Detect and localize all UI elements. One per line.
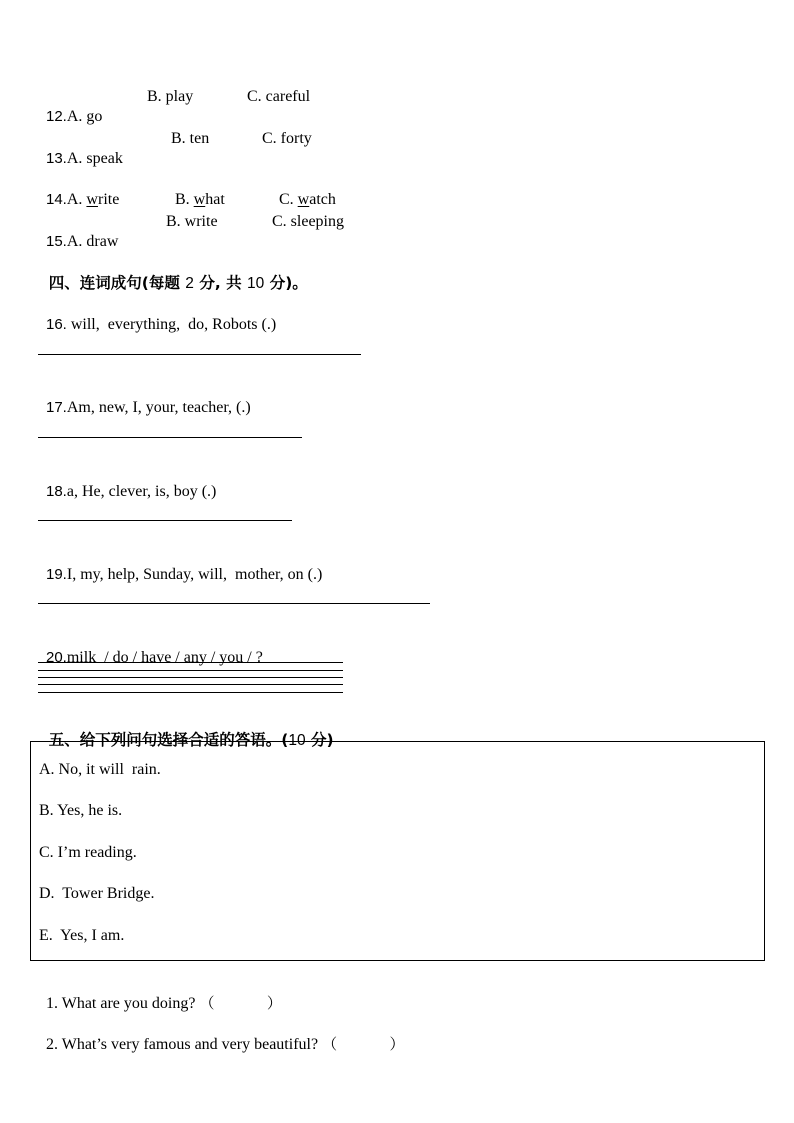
sentence-item-18: [38, 462, 216, 502]
scrambled-words: I, my, help, Sunday, will, mother, on (.): [66, 566, 323, 583]
writing-line[interactable]: [38, 677, 343, 678]
question-number: 19.: [46, 566, 67, 583]
question-number: 13.: [46, 150, 67, 167]
question-number: 15.: [46, 233, 67, 250]
vocab-row-12: [38, 87, 102, 127]
answer-blank[interactable]: （ ）: [322, 1035, 405, 1053]
writing-line[interactable]: [38, 684, 343, 685]
option-c-prefix: C.: [279, 191, 298, 208]
question-number: 17.: [46, 399, 67, 416]
answer-line[interactable]: [38, 520, 292, 521]
sentence-item-16: [38, 295, 276, 335]
vocab-row-14: [38, 170, 119, 210]
sentence-item-19: [38, 545, 322, 585]
question-number: 14.: [46, 191, 67, 208]
question-1: [38, 973, 282, 1014]
answer-option-d: D. Tower Bridge.: [39, 885, 155, 902]
option-a: A. draw: [66, 233, 119, 250]
vocab-row-15-option-b: B. write: [166, 213, 218, 230]
option-b-rest: hat: [205, 191, 225, 208]
question-text: 1. What are you doing?: [46, 995, 196, 1012]
scrambled-words: a, He, clever, is, boy (.): [66, 483, 217, 500]
option-a-rest: rite: [97, 191, 120, 208]
vocab-row-13-option-c: C. forty: [262, 130, 312, 147]
answer-option-c: C. I’m reading.: [39, 844, 137, 861]
answer-options-box: [30, 741, 765, 961]
scrambled-words: will, everything, do, Robots (.): [66, 316, 277, 333]
question-number: 12.: [46, 108, 67, 125]
scrambled-words: Am, new, I, your, teacher, (.): [66, 399, 251, 416]
writing-line[interactable]: [38, 692, 343, 693]
writing-line[interactable]: [38, 662, 343, 663]
vocab-row-13-option-b: B. ten: [171, 130, 210, 147]
vocab-row-12-option-b: B. play: [147, 88, 194, 105]
option-c-underlined-letter: w: [297, 191, 310, 208]
question-text: 2. What’s very famous and very beautiful?: [46, 1036, 319, 1053]
answer-option-e: E. Yes, I am.: [39, 927, 125, 944]
answer-option-a: A. No, it will rain.: [39, 761, 161, 778]
vocab-row-13: [38, 129, 123, 169]
writing-line[interactable]: [38, 670, 343, 671]
section-5-heading: 五、给下列问句选择合适的答语。(10 分): [48, 731, 334, 749]
answer-line[interactable]: [38, 354, 361, 355]
vocab-row-14-option-c: [271, 170, 336, 210]
vocab-row-15: [38, 212, 118, 252]
section-4-heading: 四、连词成句(每题 2 分, 共 10 分)。: [48, 274, 308, 292]
answer-blank[interactable]: （ ）: [199, 994, 282, 1012]
answer-line[interactable]: [38, 603, 430, 604]
vocab-row-12-option-c: C. careful: [247, 88, 311, 105]
option-a-prefix: A.: [66, 191, 87, 208]
option-a-underlined-letter: w: [86, 191, 98, 208]
scrambled-words: milk / do / have / any / you / ?: [66, 649, 263, 666]
vocab-row-15-option-c: C. sleeping: [272, 213, 344, 230]
option-b-underlined-letter: w: [193, 191, 206, 208]
question-number: 16.: [46, 316, 67, 333]
option-b-prefix: B.: [175, 191, 194, 208]
vocab-row-14-option-b: [167, 170, 225, 210]
sentence-item-17: [38, 378, 251, 418]
option-a: A. go: [66, 108, 103, 125]
question-number: 18.: [46, 483, 67, 500]
option-a: A. speak: [66, 150, 123, 167]
answer-option-b: B. Yes, he is.: [39, 802, 123, 819]
option-c-rest: atch: [309, 191, 336, 208]
answer-line[interactable]: [38, 437, 302, 438]
question-2: [38, 1014, 405, 1055]
question-number: 20.: [46, 649, 67, 666]
